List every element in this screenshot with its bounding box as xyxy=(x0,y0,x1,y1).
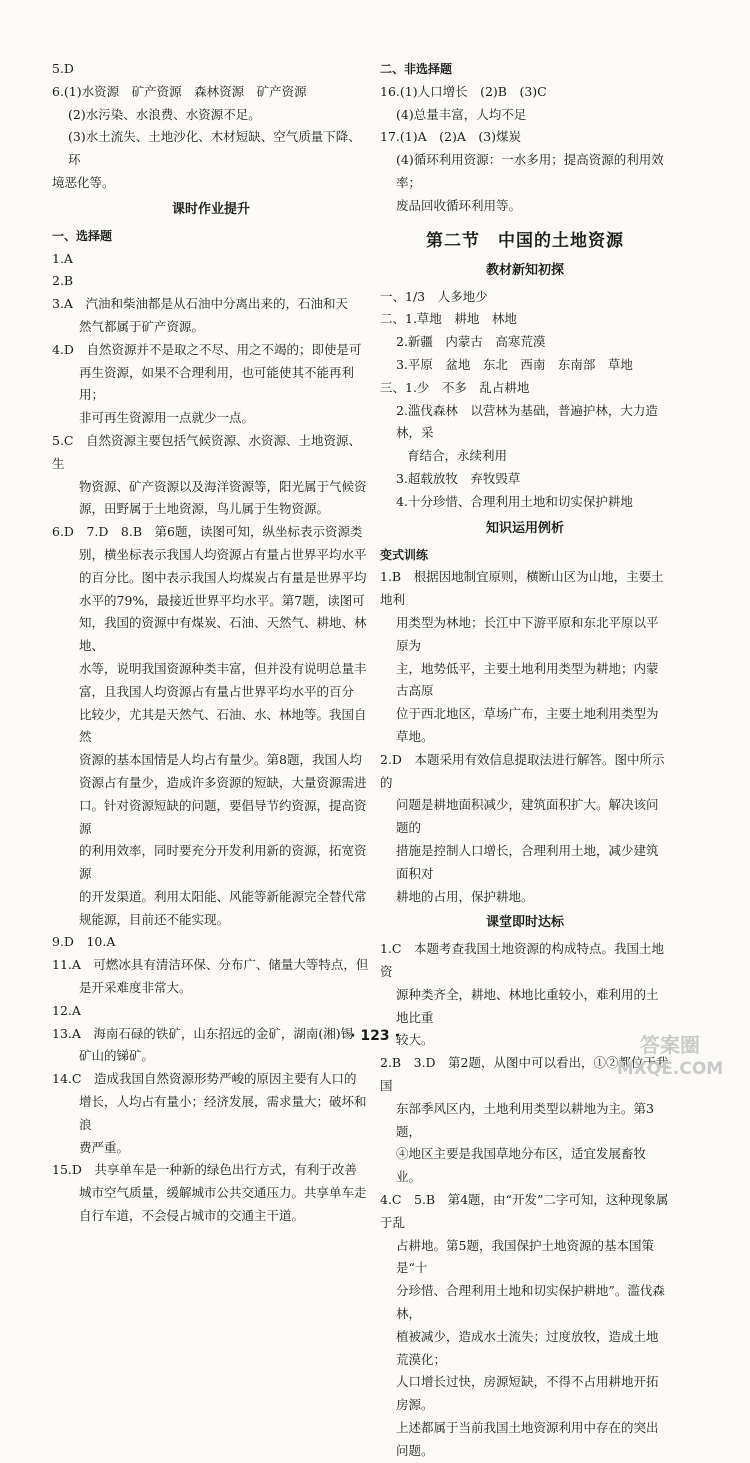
text-line: 的开发渠道。利用太阳能、风能等新能源完全替代常 xyxy=(79,888,367,904)
section-title: 第二节 中国的土地资源 xyxy=(426,230,624,251)
text-line: 15.D 共享单车是一种新的绿色出行方式，有利于改善 xyxy=(52,1162,357,1178)
text-line: 14.C 造成我国自然资源形势严峻的原因主要有人口的 xyxy=(52,1071,357,1087)
text-line: 自行车道，不会侵占城市的交通主干道。 xyxy=(79,1208,305,1224)
text-line: 13.A 海南石碌的铁矿，山东招远的金矿，湖南(湘)锡 xyxy=(52,1025,354,1041)
text-line: 2.B xyxy=(52,273,74,289)
text-line: 1.C 本题考查我国土地资源的构成特点。我国土地资 xyxy=(380,941,664,980)
text-line: 水平的79%，最接近世界平均水平。第7题，读图可 xyxy=(79,592,365,608)
text-line: 16.(1)人口增长 (2)B (3)C xyxy=(380,83,547,99)
text-line: 问题是耕地面积减少，建筑面积扩大。解决该问题的 xyxy=(396,797,659,836)
text-line: 一、1/3 人多地少 xyxy=(380,288,488,304)
sub-heading: 变式训练 xyxy=(380,547,429,562)
left-column xyxy=(52,58,370,1228)
text-line: 5.D xyxy=(52,61,74,76)
section-heading: 课时作业提升 xyxy=(171,201,250,217)
text-line: 主，地势低平，主要土地利用类型为耕地；内蒙古高原 xyxy=(396,660,659,699)
text-line: 2.B 3.D 第2题，从图中可以看出，①②都位于我国 xyxy=(380,1055,669,1094)
text-line: (3)水土流失、土地沙化、木材短缺、空气质量下降、环 xyxy=(68,129,361,168)
text-line: 水等，说明我国资源种类丰富，但并没有说明总量丰 xyxy=(79,660,367,676)
text-line: 上述都属于当前我国土地资源利用中存在的突出 xyxy=(396,1420,659,1436)
sub-heading: 二、非选择题 xyxy=(380,62,453,76)
text-line: 的百分比。图中表示我国人均煤炭占有量是世界平均 xyxy=(79,569,367,585)
text-line: 再生资源，如果不合理利用，也可能使其不能再利用； xyxy=(79,364,355,403)
text-line: 资源占有量少，造成许多资源的短缺，大量资源需进 xyxy=(79,774,367,790)
watermark-top: 答案圈 xyxy=(640,1033,700,1057)
text-line: 增长，人均占有量小；经济发展，需求量大；破坏和浪 xyxy=(79,1094,367,1132)
watermark-logo-icon xyxy=(600,1030,740,1078)
text-line: 是开采难度非常大。 xyxy=(79,980,192,996)
sub-heading: 一、选择题 xyxy=(52,228,113,243)
text-line: 源种类齐全，耕地、林地比重较小，难利用的土地比重 xyxy=(396,986,659,1025)
text-line: 措施是控制人口增长，合理利用土地，减少建筑面积对 xyxy=(396,842,659,881)
text-line: (4)总量丰富，人均不足 xyxy=(396,106,527,122)
text-line: 占耕地。第5题，我国保护土地资源的基本国策是“十 xyxy=(396,1237,654,1276)
text-line: 4.十分珍惜、合理利用土地和切实保护耕地 xyxy=(396,493,633,509)
text-line: 17.(1)A (2)A (3)煤炭 xyxy=(380,129,522,145)
text-line: 三、1.少 不多 乱占耕地 xyxy=(380,379,530,395)
text-line: 6.(1)水资源 矿产资源 森林资源 矿产资源 xyxy=(52,83,307,99)
text-line: 富，且我国人均资源占有量占世界平均水平的百分 xyxy=(79,683,355,699)
text-line: 2.新疆 内蒙古 高寒荒漠 xyxy=(396,334,546,350)
text-line: 6.D 7.D 8.B 第6题，读图可知，纵坐标表示资源类 xyxy=(52,524,363,540)
text-line: 3.A 汽油和柴油都是从石油中分离出来的，石油和天 xyxy=(52,296,348,312)
text-line: 3.平原 盆地 东北 西南 东南部 草地 xyxy=(396,356,633,372)
text-line: 12.A xyxy=(52,1002,81,1018)
text-line: 2.D 本题采用有效信息提取法进行解答。图中所示的 xyxy=(380,751,665,790)
text-line: 矿山的锑矿。 xyxy=(79,1048,155,1064)
text-line: 境恶化等。 xyxy=(52,174,115,190)
text-line: 育结合，永续利用 xyxy=(407,448,508,464)
watermark-bottom: MXQE.COM xyxy=(616,1059,724,1078)
text-line: 然气都属于矿产资源。 xyxy=(79,318,205,334)
text-line: 分珍惜、合理利用土地和切实保护耕地”。滥伐森林， xyxy=(396,1283,665,1322)
page-number: · 123 · xyxy=(350,1028,400,1044)
text-line: 比较少，尤其是天然气、石油、水、林地等。我国自然 xyxy=(79,706,367,745)
text-line: (4)循环利用资源：一水多用；提高资源的利用效率； xyxy=(396,152,664,190)
text-line: 4.D 自然资源并不是取之不尽、用之不竭的；即使是可 xyxy=(52,341,362,357)
text-line: 别，横坐标表示我国人均资源占有量占世界平均水平 xyxy=(79,546,367,562)
text-line: 废品回收循环利用等。 xyxy=(396,197,522,213)
section-heading: 教材新知初探 xyxy=(485,262,564,278)
text-line: 源，田野属于土地资源，鸟儿属于生物资源。 xyxy=(79,501,330,517)
text-line: 植被减少，造成水土流失；过度放牧，造成土地荒漠化； xyxy=(396,1328,659,1367)
text-line: 二、1.草地 耕地 林地 xyxy=(380,311,517,327)
text-line: 知，我国的资源中有煤炭、石油、天然气、耕地、林地、 xyxy=(79,615,367,654)
text-line: 口。针对资源短缺的问题，要倡导节约资源，提高资源 xyxy=(79,797,367,836)
text-line: 11.A 可燃冰具有清洁环保、分布广、储量大等特点，但 xyxy=(52,957,369,973)
text-line: 位于西北地区，草场广布，主要土地利用类型为草地。 xyxy=(396,706,659,744)
text-line: 1.B 根据因地制宜原则，横断山区为山地，主要土地利 xyxy=(380,569,664,608)
text-line: 规能源，目前还不能实现。 xyxy=(79,911,230,927)
text-line: 东部季风区内，土地利用类型以耕地为主。第3题， xyxy=(396,1100,654,1139)
section-heading: 知识运用例析 xyxy=(485,520,564,536)
text-line: 的利用效率，同时要充分开发利用新的资源，拓宽资源 xyxy=(79,843,367,882)
text-line: 城市空气质量，缓解城市公共交通压力。共享单车走 xyxy=(79,1185,367,1201)
text-line: ④地区主要是我国草地分布区，适宜发展畜牧业。 xyxy=(396,1146,647,1185)
text-line: 耕地的占用，保护耕地。 xyxy=(396,888,534,904)
text-line: 非可再生资源用一点就少一点。 xyxy=(79,410,255,426)
right-column xyxy=(380,58,670,1463)
text-line: 1.A xyxy=(52,250,73,266)
text-line: 物资源、矿产资源以及海洋资源等，阳光属于气候资 xyxy=(79,478,367,494)
text-line: (2)水污染、水浪费、水资源不足。 xyxy=(68,106,261,122)
text-line: 9.D 10.A xyxy=(52,934,116,950)
text-line: 问题。 xyxy=(396,1442,434,1458)
text-line: 4.C 5.B 第4题，由“开发”二字可知，这种现象属于乱 xyxy=(380,1192,669,1230)
text-line: 费严重。 xyxy=(79,1139,130,1155)
text-line: 资源的基本国情是人均占有量少。第8题，我国人均 xyxy=(79,752,362,768)
text-line: 较大。 xyxy=(396,1032,434,1048)
text-line: 用类型为林地；长江中下游平原和东北平原以平原为 xyxy=(396,614,659,653)
section-heading: 课堂即时达标 xyxy=(485,915,564,931)
text-line: 5.C 自然资源主要包括气候资源、水资源、土地资源、生 xyxy=(52,432,361,471)
text-line: 3.超载放牧 弃牧毁草 xyxy=(396,470,521,486)
text-line: 2.滥伐森林 以营林为基础，普遍护林，大力造林，采 xyxy=(396,402,658,441)
text-line: 人口增长过快，房源短缺，不得不占用耕地开拓房源。 xyxy=(396,1374,659,1413)
